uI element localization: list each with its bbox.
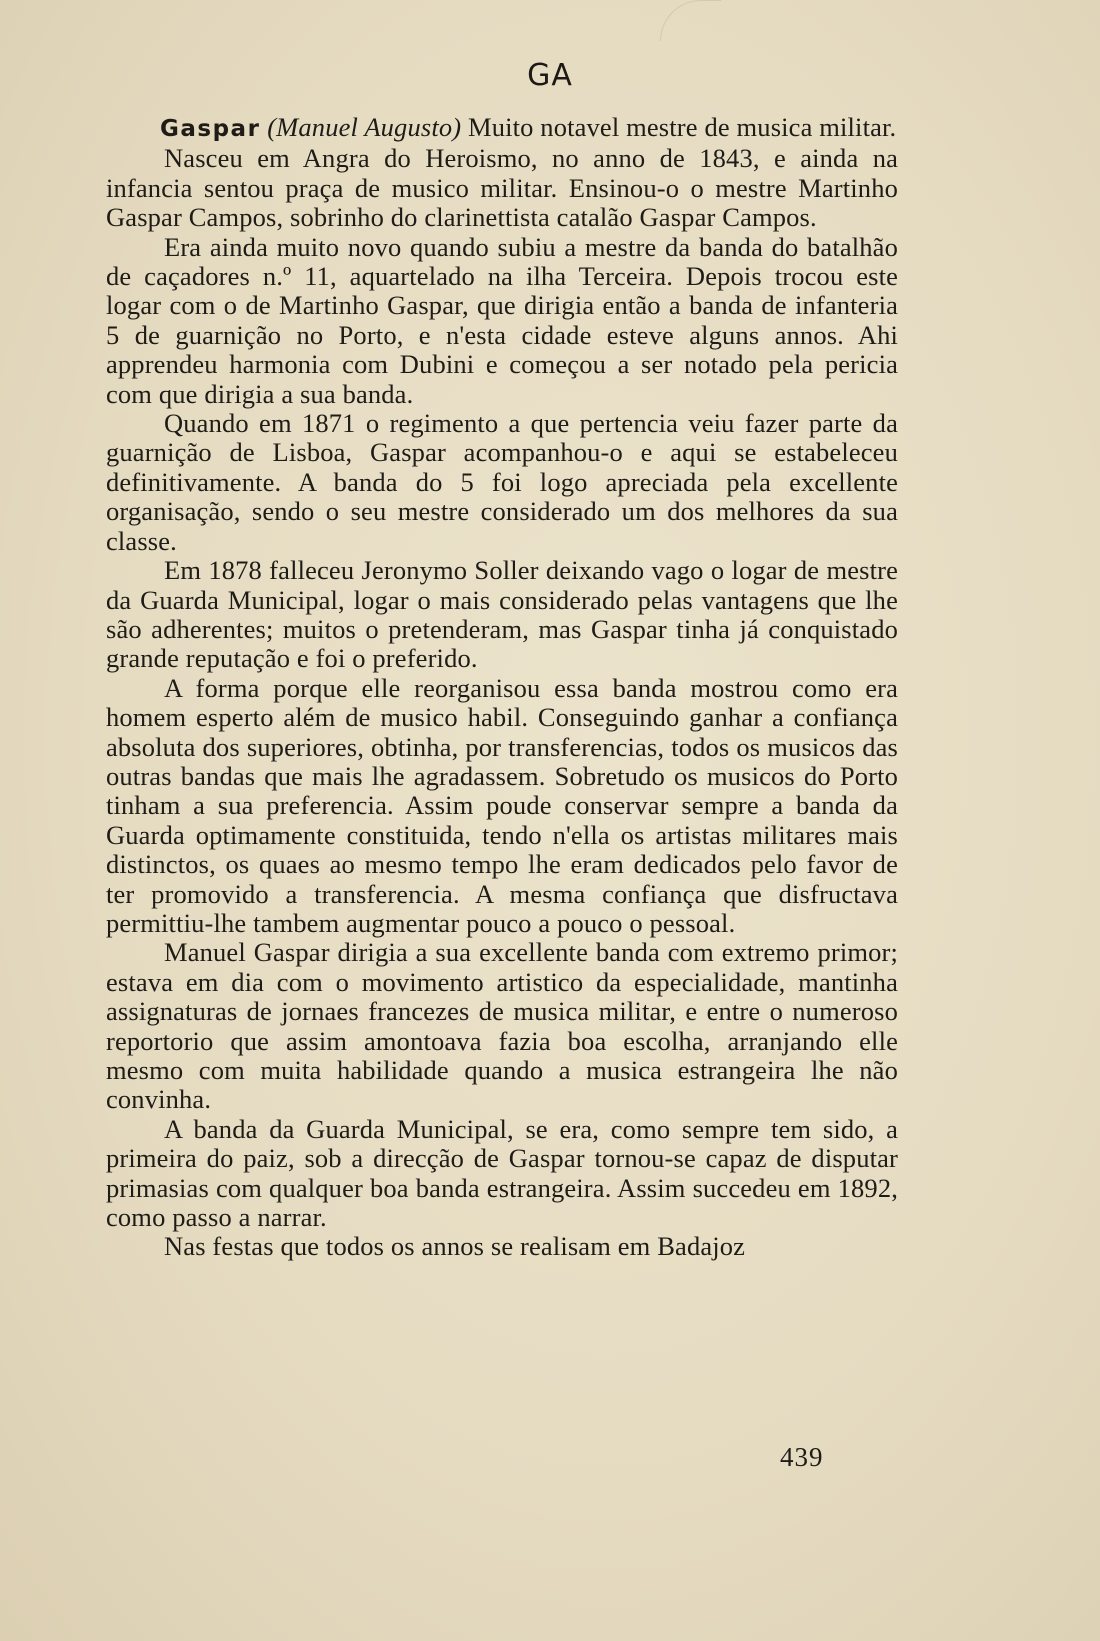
article-body [106, 113, 898, 1262]
paragraph-guarda-municipal: Em 1878 falleceu Jeronymo Soller deixando vago o logar de mestre da Guarda Municipal, logar o mais considerado pelas vantagens que lhe são adherentes; muitos o pretenderam, mas Gaspar tinha já conquistado grande reputação e foi o preferido. [106, 555, 898, 674]
paragraph-direction: Manuel Gaspar dirigia a sua excellente banda com extremo primor; estava em dia com o movimento artistico da especialidade, mantinha assignaturas de jornaes francezes de musica militar, e entre o numeroso reportorio que assim amontoava fazia boa escolha, arranjando elle mesmo com muita habilidade quando a musica estrangeira lhe não convinha. [106, 937, 898, 1115]
entry-name: Gaspar [160, 116, 261, 142]
running-head: GA [527, 58, 573, 93]
page-number: 439 [780, 1442, 824, 1472]
entry-intro-text: Muito notavel mestre de musica militar. [461, 112, 897, 142]
paragraph-lisbon: Quando em 1871 o regimento a que pertencia veiu fazer parte da guarnição de Lisboa, Gaspar acompanhou-o e aqui se estabeleceu definitivamente. A banda do 5 foi logo apreciada pela excellente organisação, sendo o seu mestre considerado um dos melhores da sua classe. [106, 408, 898, 556]
entry-epithet: (Manuel Augusto) [267, 112, 462, 142]
paragraph-early-career: Era ainda muito novo quando subiu a mestre da banda do batalhão de caçadores n.º 11, aquartelado na ilha Terceira. Depois trocou este logar com o de Martinho Gaspar, que dirigia então a banda de infanteria 5 de guarnição no Porto, e n'esta cidade esteve alguns annos. Ahi apprendeu harmonia com Dubini e começou a ser notado pela pericia com que dirigia a sua banda. [106, 231, 898, 409]
paragraph-reorganisation: A forma porque elle reorganisou essa banda mostrou como era homem esperto além de musico habil. Conseguindo ganhar a confiança absoluta dos superiores, obtinha, por transferencias, todos os musicos das outras bandas que mais lhe agradassem. Sobretudo os musicos do Porto tinham a sua preferencia. Assim poude conservar sempre a banda da Guarda optimamente constituida, tendo n'ella os artistas militares mais distinctos, os quaes ao mesmo tempo lhe eram dedicados pelo favor de ter promovido a transferencia. A mesma confiança que disfructava permittiu-lhe tambem augmentar pouco a pouco o pessoal. [106, 672, 898, 938]
entry-intro-paragraph [106, 113, 898, 144]
paragraph-badajoz: Nas festas que todos os annos se realisam em Badajoz [164, 1231, 746, 1262]
page-fold-mark [660, 0, 721, 41]
paragraph-birth: Nasceu em Angra do Heroismo, no anno de 1843, e ainda na infancia sentou praça de musico militar. Ensinou-o o mestre Martinho Gaspar Campos, sobrinho do clarinettista catalão Gaspar Campos. [106, 143, 898, 233]
paragraph-reputation: A banda da Guarda Municipal, se era, como sempre tem sido, a primeira do paiz, sob a direcção de Gaspar tornou-se capaz de disputar primasias com qualquer boa banda estrangeira. Assim succedeu em 1892, como passo a narrar. [106, 1113, 898, 1233]
